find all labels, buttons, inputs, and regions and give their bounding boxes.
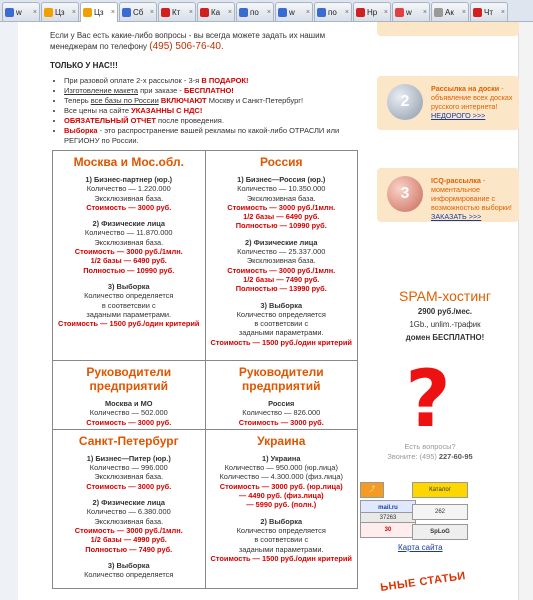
table-row: [53, 429, 358, 589]
benefits-list: [50, 76, 368, 146]
browser-tab[interactable]: [41, 2, 79, 21]
spylog-badge[interactable]: SpLoG: [412, 524, 468, 540]
phone-number: (495) 506-76-40.: [149, 41, 224, 52]
tab-favicon-icon: [83, 8, 92, 17]
counter-value: 37263: [360, 512, 416, 524]
tab-favicon-icon: [122, 8, 131, 17]
promo-icq[interactable]: 3 ICQ-рассылка - моментальное информирование с возможностью выборки! ЗАКАЗАТЬ >>>: [377, 168, 519, 222]
only-us-heading: ТОЛЬКО У НАС!!!: [50, 61, 118, 70]
browser-tab[interactable]: [392, 2, 430, 21]
articles-banner[interactable]: ЬНЫЕ СТАТЬИ: [379, 570, 467, 594]
tab-favicon-icon: [239, 8, 248, 17]
left-rail: [0, 22, 18, 600]
counter-badge[interactable]: 30: [360, 522, 416, 538]
close-icon[interactable]: ×: [461, 8, 466, 16]
close-icon[interactable]: ×: [266, 8, 271, 16]
region-title[interactable]: Санкт-Петербург: [78, 433, 179, 448]
close-icon[interactable]: ×: [305, 8, 310, 16]
browser-tab[interactable]: [353, 2, 391, 21]
close-icon[interactable]: ×: [110, 9, 115, 16]
price-table: [52, 150, 358, 589]
sitemap-link[interactable]: Карта сайта: [398, 543, 443, 552]
tab-label: по: [250, 7, 259, 17]
list-item: • Теперь все базы по России ВКЛЮЧАЮТ Москву и Санкт-Петербург!: [64, 96, 368, 106]
tab-favicon-icon: [434, 8, 443, 17]
tab-label: Нр: [367, 7, 378, 17]
tab-label: Кт: [172, 7, 181, 17]
tab-label: по: [328, 7, 337, 17]
tab-favicon-icon: [5, 8, 14, 17]
browser-tab[interactable]: [158, 2, 196, 21]
close-icon[interactable]: ×: [188, 8, 193, 16]
tab-favicon-icon: [356, 8, 365, 17]
browser-tab[interactable]: [314, 2, 352, 21]
tab-label: w: [406, 7, 412, 17]
tab-label: Чт: [484, 7, 493, 17]
browser-tab[interactable]: [275, 2, 313, 21]
tab-label: Ак: [445, 7, 454, 17]
region-title[interactable]: Украина: [257, 433, 306, 448]
browser-tab[interactable]: [470, 2, 508, 21]
browser-tab[interactable]: [2, 2, 40, 21]
rss-icon[interactable]: ⤴: [360, 482, 384, 498]
close-icon[interactable]: ×: [149, 8, 154, 16]
table-row: [53, 361, 358, 430]
tab-favicon-icon: [395, 8, 404, 17]
main-content: [50, 22, 368, 146]
spam-hosting-title[interactable]: SPAM-хостинг: [399, 288, 491, 304]
promo-boards[interactable]: 2 Рассылка на доски - объявление всех досках русского интернета! НЕДОРОГО >>>: [377, 76, 519, 130]
tab-favicon-icon: [161, 8, 170, 17]
number-2-icon: 2: [387, 84, 423, 120]
questions-contact: Есть вопросы? Звоните: (495) 227-60-95: [387, 442, 473, 461]
close-icon[interactable]: ×: [71, 8, 76, 16]
question-mark-icon: ?: [405, 355, 451, 445]
list-item: • Изготовление макета при заказе - БЕСПЛАТНО!: [64, 86, 368, 96]
counter-badge[interactable]: 262: [412, 504, 468, 520]
tab-favicon-icon: [278, 8, 287, 17]
promo-boards-link[interactable]: НЕДОРОГО >>>: [431, 111, 486, 120]
list-item: • Выборка - это распространение вашей рекламы по какой-либо ОТРАСЛИ или РЕГИОНУ по России.: [64, 126, 368, 146]
tab-label: w: [16, 7, 22, 17]
intro-text: Если у Вас есть какие-либо вопросы - вы всегда можете задать их нашим менеджерам по телефону (495) 506-76-40.: [50, 31, 326, 52]
catalog-badge[interactable]: Каталог: [412, 482, 468, 498]
close-icon[interactable]: ×: [344, 8, 349, 16]
cell-moscow: Москва и Мос.обл. 1) Бизнес-партнер (юр.) Количество — 1.220.000 Эксклюзивная база. Стоимость — 3000 руб. 2) Физические лица Количество — 11.870.000 Эксклюзивная база. Стоимость — 3000 руб./1млн. 1/2 базы — 6490 руб. Полностью — 10990 руб. 3) Выборка Количество определяется в соответсвии с задаными параметрами. Стоимость — 1500 руб./один критерий: [53, 151, 206, 361]
mailru-badge[interactable]: mail.ru: [360, 500, 416, 516]
tab-favicon-icon: [473, 8, 482, 17]
region-title[interactable]: Россия: [259, 155, 303, 169]
list-item: • Все цены на сайте УКАЗАННЫ С НДС!: [64, 106, 368, 116]
close-icon[interactable]: ×: [383, 8, 388, 16]
cell-ukraine: Украина 1) Украина Количество — 950.000 (юр.лица) Количество — 4.300.000 (физ.лица) Стоимость — 3000 руб. (юр.лица) — 4490 руб. (физ.лица) — 5990 руб. (полн.) 2) Выборка Количество определяется в соответсвии с задаными параметрами. Стоимость — 1500 руб./один критерий: [205, 429, 358, 589]
browser-tab[interactable]: [236, 2, 274, 21]
browser-tab[interactable]: [431, 2, 469, 21]
cell-heads-russia: Руководители предприятий Россия Количество — 826.000 Стоимость — 3000 руб.: [205, 361, 358, 430]
tab-label: w: [289, 7, 295, 17]
cell-russia: Россия 1) Бизнес—Россия (юр.) Количество — 10.350.000 Эксклюзивная база. Стоимость — 3000 руб./1млн. 1/2 базы — 6490 руб. Полностью — 10990 руб. 2) Физические лица Количество — 25.337.000 Эксклюзивная база. Стоимость — 3000 руб./1млн. 1/2 базы — 7490 руб. Полностью — 13990 руб. 3) Выборка Количество определяется в соответсвии с задаными параметрами. Стоимость — 1500 руб./один критерий: [205, 151, 358, 361]
close-icon[interactable]: ×: [227, 8, 232, 16]
tab-label: Ка: [211, 7, 221, 17]
tab-favicon-icon: [44, 8, 53, 17]
list-item: • ОБЯЗАТЕЛЬНЫЙ ОТЧЕТ после проведения.: [64, 116, 368, 126]
region-title[interactable]: Руководители предприятий: [238, 365, 324, 393]
promo-icq-link[interactable]: ЗАКАЗАТЬ >>>: [431, 212, 482, 221]
spam-hosting[interactable]: SPAM-хостинг 2900 руб./мес. 1Gb., unlim.-трафик домен БЕСПЛАТНО!: [360, 288, 530, 343]
browser-tab[interactable]: [119, 2, 157, 21]
list-item: • При разовой оплате 2-х рассылок - 3-я В ПОДАРОК!: [64, 76, 368, 86]
tab-label: Цз: [55, 7, 65, 17]
tab-label: Сб: [133, 7, 144, 17]
close-icon[interactable]: ×: [422, 8, 427, 16]
region-title[interactable]: Москва и Мос.обл.: [73, 155, 184, 169]
tab-favicon-icon: [200, 8, 209, 17]
close-icon[interactable]: ×: [32, 8, 37, 16]
browser-tab-bar: [0, 0, 533, 22]
browser-tab[interactable]: [197, 2, 235, 21]
region-title[interactable]: Руководители предприятий: [86, 365, 172, 393]
number-3-icon: 3: [387, 176, 423, 212]
tab-favicon-icon: [317, 8, 326, 17]
promo-banner-top[interactable]: [377, 22, 519, 36]
close-icon[interactable]: ×: [500, 8, 505, 16]
cell-heads-moscow: Руководители предприятий Москва и МО Количество — 502.000 Стоимость — 3000 руб.: [53, 361, 206, 430]
cell-spb: Санкт-Петербург 1) Бизнес—Питер (юр.) Количество — 996.000 Эксклюзивная база. Стоимость — 3000 руб. 2) Физические лица Количество — 6.380.000 Эксклюзивная база. Стоимость — 3000 руб./1млн. 1/2 базы — 4990 руб. Полностью — 7490 руб. 3) Выборка Количество определяется: [53, 429, 206, 589]
browser-tab[interactable]: [80, 2, 118, 22]
tab-label: Цз: [94, 8, 104, 17]
table-row: [53, 151, 358, 361]
